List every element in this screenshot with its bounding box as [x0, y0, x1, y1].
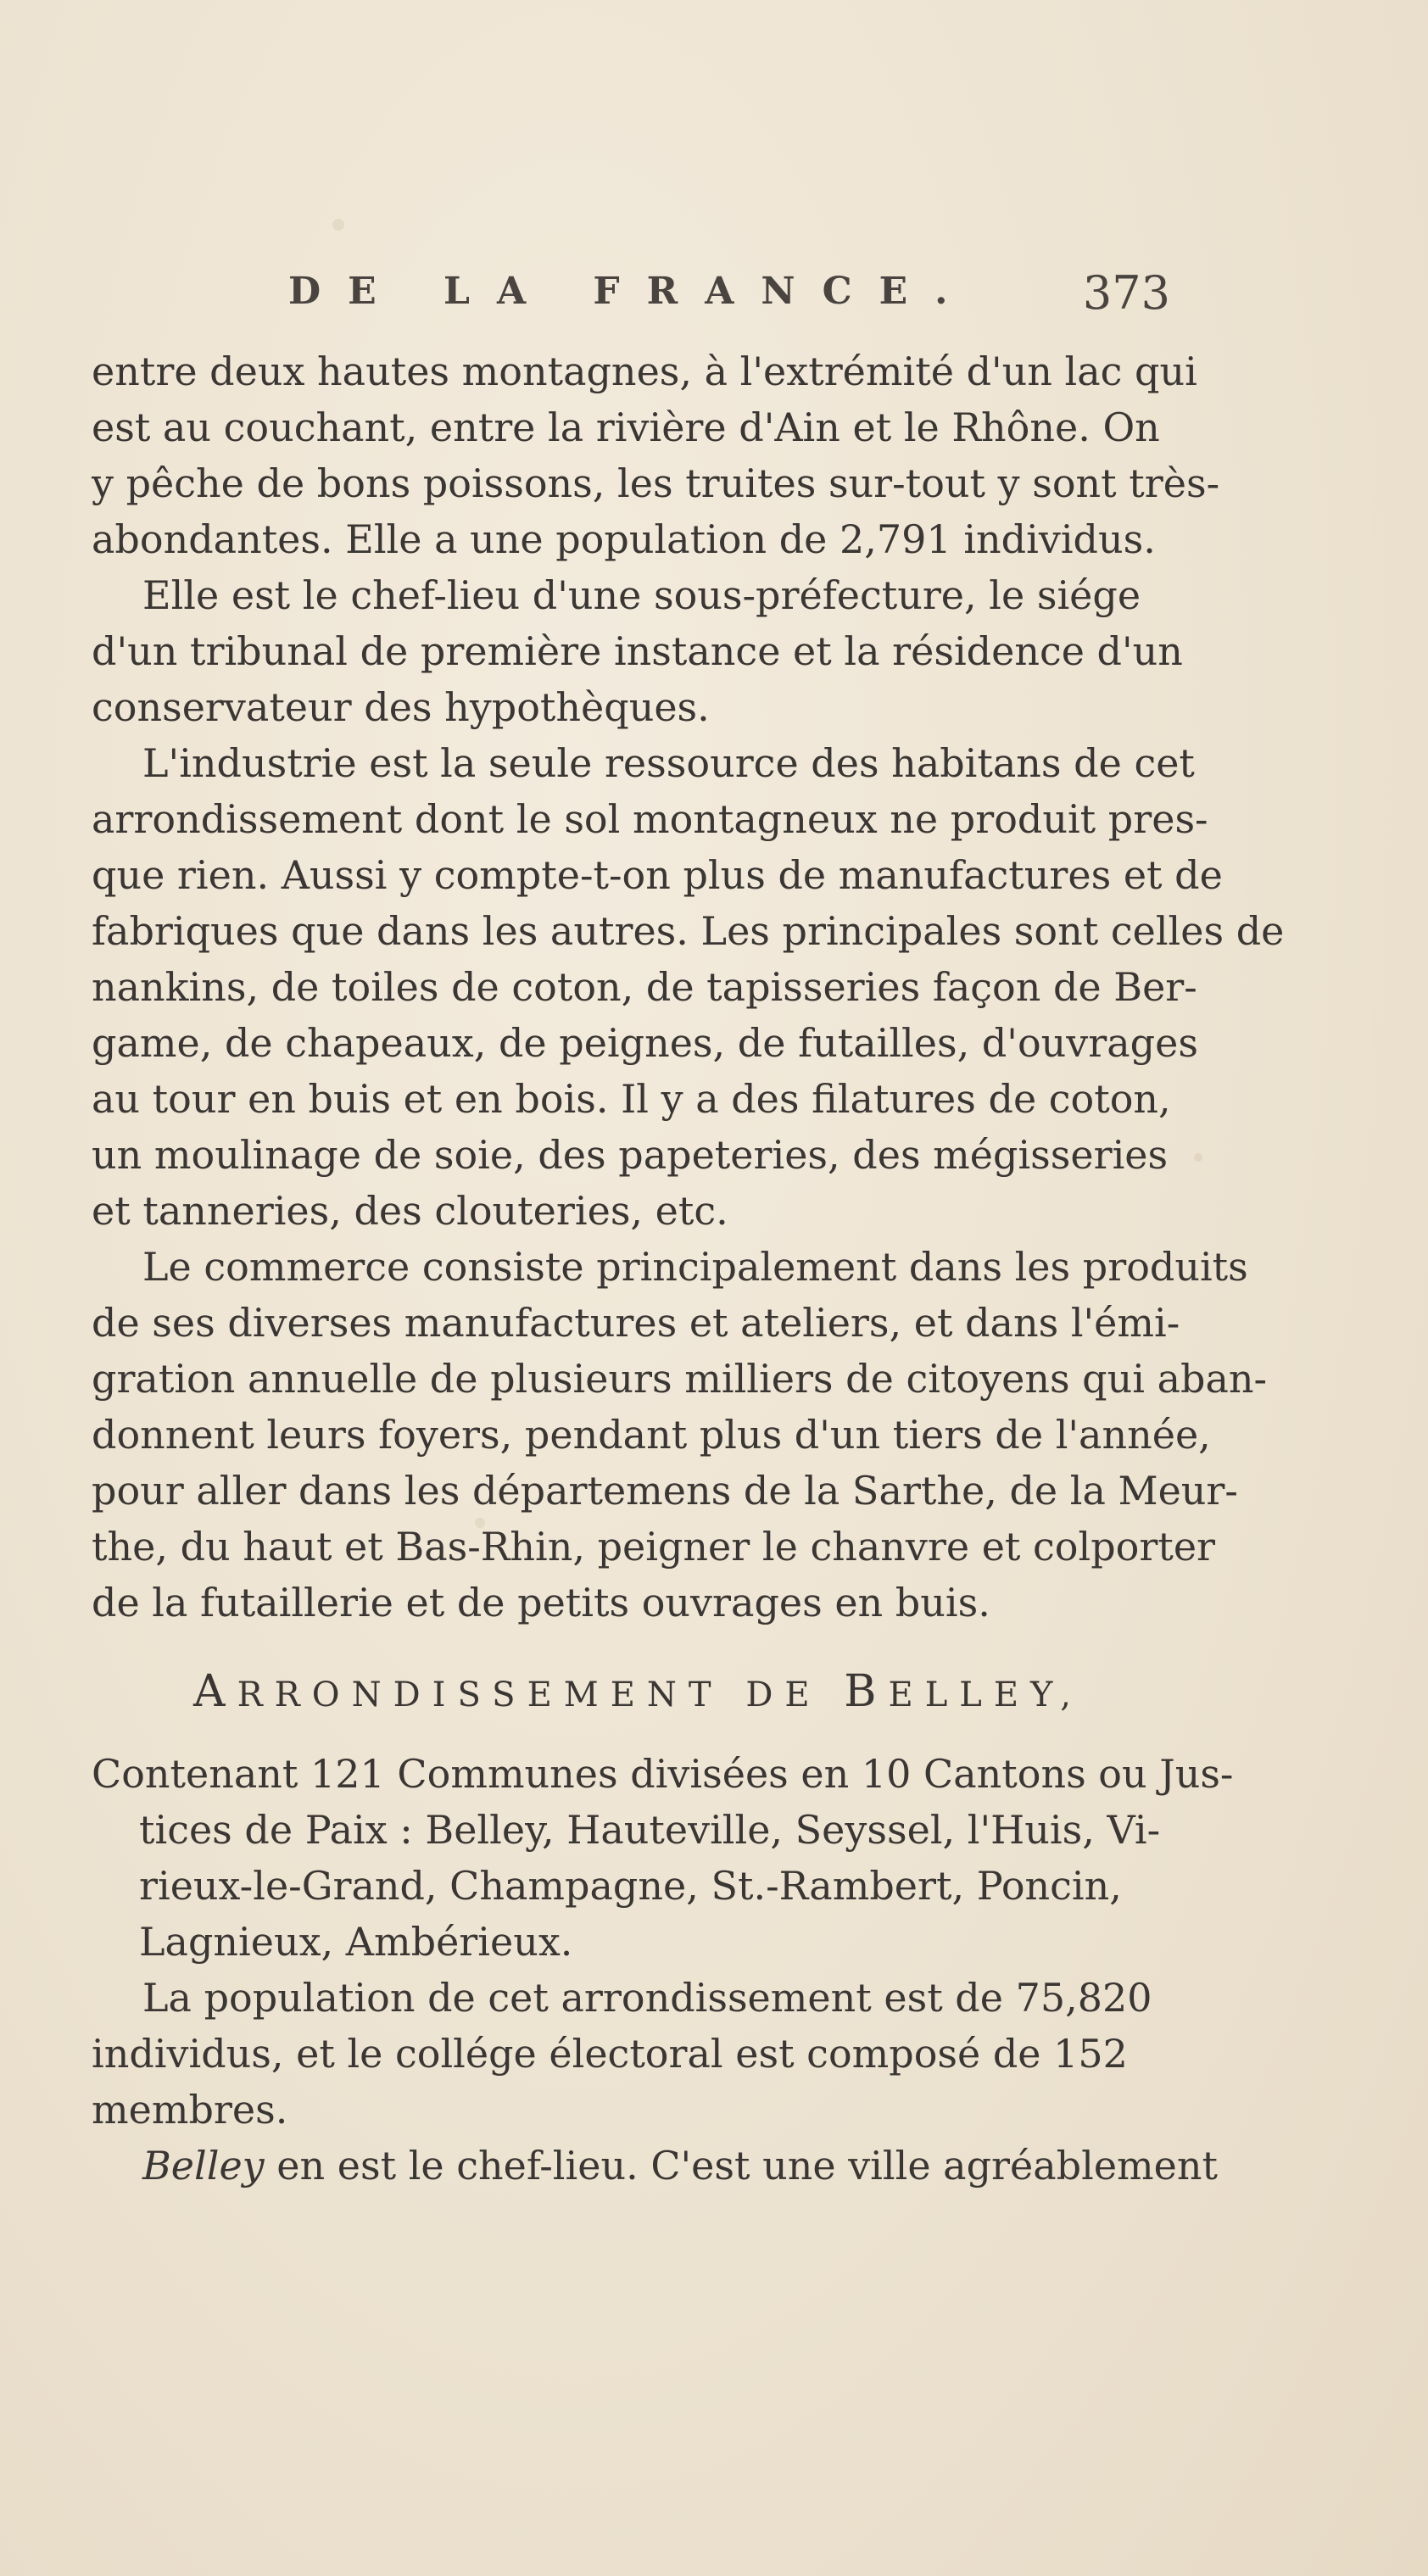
text-line: d'un tribunal de première instance et la résidence d'un [92, 628, 1183, 674]
text-line: Elle est le chef-lieu d'une sous-préfecture, le siége [142, 572, 1141, 618]
running-title: DE LA FRANCE. [288, 270, 975, 313]
heading-text: RRONDISSEMENT DE [237, 1676, 845, 1715]
text-line: de ses diverses manufactures et ateliers, et dans l'émi- [92, 1300, 1180, 1346]
text-line: Le commerce consiste principalement dans les produits [142, 1244, 1248, 1290]
text-line: est au couchant, entre la rivière d'Ain et le Rhône. On [92, 404, 1160, 450]
text-line [92, 2138, 1218, 2194]
text-line: et tanneries, des clouteries, etc. [92, 1188, 728, 1234]
paragraph [92, 1970, 1160, 2138]
text-line: rieux-le-Grand, Champagne, St.-Rambert, Poncin, [139, 1863, 1122, 1909]
running-head [288, 266, 1170, 321]
paper-stain [1194, 1153, 1202, 1162]
text-line: au tour en buis et en bois. Il y a des filatures de coton, [92, 1076, 1171, 1122]
text-line: pour aller dans les départemens de la Sarthe, de la Meur- [92, 1468, 1238, 1514]
text-line: de la futaillerie et de petits ouvrages en buis. [92, 1580, 990, 1625]
text-line: fabriques que dans les autres. Les principales sont celles de [92, 908, 1285, 954]
body-text [92, 343, 1285, 2194]
place-name: Belley [142, 2143, 265, 2188]
text-line: un moulinage de soie, des papeteries, des mégisseries [92, 1132, 1169, 1178]
section-heading [92, 1661, 1160, 1722]
text-line: y pêche de bons poissons, les truites sur-tout y sont très- [92, 460, 1220, 506]
text-line: abondantes. Elle a une population de 2,791 individus. [92, 516, 1156, 562]
text-line: que rien. Aussi y compte-t-on plus de manufactures et de [92, 852, 1223, 898]
text-run: en est le chef-lieu. C'est une ville agréablement [264, 2143, 1218, 2188]
heading-capital: A [193, 1666, 237, 1717]
text-line: the, du haut et Bas-Rhin, peigner le chanvre et colporter [92, 1524, 1216, 1570]
text-line: entre deux hautes montagnes, à l'extrémité d'un lac qui [92, 348, 1197, 394]
text-line: gration annuelle de plusieurs milliers de citoyens qui aban- [92, 1356, 1268, 1402]
text-line: donnent leurs foyers, pendant plus d'un tiers de l'année, [92, 1412, 1211, 1458]
paragraph [92, 2138, 1218, 2194]
text-line: Lagnieux, Ambérieux. [139, 1919, 573, 1965]
text-line: tices de Paix : Belley, Hauteville, Seyssel, l'Huis, Vi- [139, 1807, 1161, 1853]
text-line: individus, et le collége électoral est composé de 152 [92, 2031, 1128, 2077]
text-line: game, de chapeaux, de peignes, de futailles, d'ouvrages [92, 1020, 1198, 1066]
paragraph [92, 567, 1183, 735]
section-contents [92, 1746, 1234, 1970]
text-line: arrondissement dont le sol montagneux ne produit pres- [92, 796, 1208, 842]
text-line: conservateur des hypothèques. [92, 684, 710, 730]
heading-capital: B [844, 1666, 889, 1717]
paragraph [92, 343, 1220, 567]
text-line: La population de cet arrondissement est de 75,820 [142, 1975, 1152, 2021]
heading-text: ELLEY, [888, 1676, 1084, 1715]
page-number: 373 [1082, 266, 1170, 320]
text-line: Contenant 121 Communes divisées en 10 Cantons ou Jus- [92, 1751, 1234, 1797]
text-line: nankins, de toiles de coton, de tapisseries façon de Ber- [92, 964, 1197, 1010]
paper-stain [332, 219, 344, 231]
paragraph [92, 1239, 1268, 1631]
paragraph [92, 735, 1285, 1239]
text-line: membres. [92, 2087, 288, 2133]
text-line: L'industrie est la seule ressource des habitans de cet [142, 740, 1195, 786]
